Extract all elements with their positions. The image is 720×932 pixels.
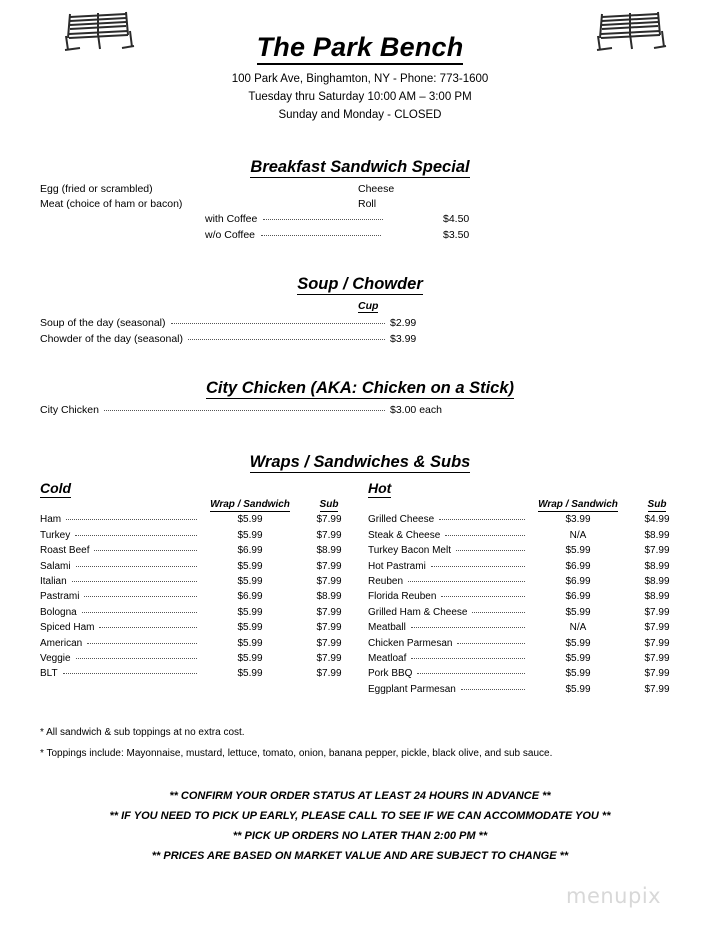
breakfast-ingredients-right xyxy=(358,182,394,212)
table-row xyxy=(368,574,688,589)
cold-column-title xyxy=(40,480,71,496)
leader-dots xyxy=(411,627,525,628)
table-row xyxy=(40,666,360,681)
sub-price: $7.99 xyxy=(316,622,342,634)
leader-dots xyxy=(441,596,525,597)
leader-dots xyxy=(411,658,525,659)
notice: ** PICK UP ORDERS NO LATER THAN 2:00 PM ** xyxy=(232,830,488,842)
sub-price: $7.99 xyxy=(316,606,342,618)
item-name: City Chicken xyxy=(40,404,99,416)
restaurant-info xyxy=(0,70,720,124)
breakfast-price-list xyxy=(205,211,495,243)
leader-dots xyxy=(445,535,525,536)
leader-dots xyxy=(263,219,383,220)
table-row xyxy=(40,636,360,651)
restaurant-title-text: The Park Bench xyxy=(257,32,464,65)
wrap-price: $6.99 xyxy=(237,545,263,557)
table-row xyxy=(40,512,360,527)
item-name: Pork BBQ xyxy=(368,668,413,680)
leader-dots xyxy=(94,550,197,551)
table-row xyxy=(368,589,688,604)
menu-row xyxy=(40,402,500,418)
wrap-price: $5.99 xyxy=(565,545,591,557)
item-price: $3.99 xyxy=(390,333,417,345)
notice: ** PRICES ARE BASED ON MARKET VALUE AND ARE SUBJECT TO CHANGE ** xyxy=(151,850,569,862)
leader-dots xyxy=(417,673,525,674)
table-row xyxy=(368,651,688,666)
section-heading-wraps xyxy=(0,453,720,472)
wrap-price: $6.99 xyxy=(237,591,263,603)
sub-price: $8.99 xyxy=(644,560,670,572)
leader-dots xyxy=(261,235,381,236)
wrap-price: $5.99 xyxy=(237,653,263,665)
sub-price: $7.99 xyxy=(316,560,342,572)
table-header-row xyxy=(368,497,688,512)
item-name: American xyxy=(40,637,83,649)
table-row xyxy=(40,589,360,604)
table-row xyxy=(40,651,360,666)
cold-column-title-text: Cold xyxy=(40,480,72,496)
footnotes xyxy=(40,722,660,764)
table-row xyxy=(368,682,688,697)
sub-price: $7.99 xyxy=(316,668,342,680)
breakfast-ingredient: Meat (choice of ham or bacon) xyxy=(40,198,183,210)
leader-dots xyxy=(472,612,525,613)
table-row xyxy=(368,528,688,543)
table-row xyxy=(40,543,360,558)
wrap-price: N/A xyxy=(569,622,587,634)
leader-dots xyxy=(84,596,197,597)
section-heading-breakfast-text: Breakfast Sandwich Special xyxy=(250,158,470,176)
sub-price: $7.99 xyxy=(316,637,342,649)
table-row xyxy=(368,559,688,574)
hot-column-title-text: Hot xyxy=(368,480,392,496)
hot-column-title xyxy=(368,480,391,496)
breakfast-ingredient: Roll xyxy=(358,198,377,210)
table-row xyxy=(368,605,688,620)
leader-dots xyxy=(431,566,525,567)
menu-row xyxy=(40,331,460,347)
item-name: Reuben xyxy=(368,576,404,588)
table-row xyxy=(40,559,360,574)
leader-dots xyxy=(457,643,525,644)
wrap-price: $5.99 xyxy=(237,637,263,649)
wrap-price: $6.99 xyxy=(565,560,591,572)
cold-price-table xyxy=(40,497,360,682)
sub-price: $8.99 xyxy=(316,591,342,603)
table-row xyxy=(40,605,360,620)
footnote: * Toppings include: Mayonnaise, mustard, lettuce, tomato, onion, banana pepper, pickle, black olive, and sub sauce. xyxy=(40,748,553,759)
leader-dots xyxy=(461,689,525,690)
sub-price: $7.99 xyxy=(316,653,342,665)
section-heading-soup xyxy=(0,275,720,294)
item-name: Spiced Ham xyxy=(40,622,95,634)
table-row xyxy=(368,636,688,651)
sub-price: $7.99 xyxy=(644,606,670,618)
sub-price: $4.99 xyxy=(644,514,670,526)
item-name: Hot Pastrami xyxy=(368,560,426,572)
leader-dots xyxy=(408,581,525,582)
hours-line: Tuesday thru Saturday 10:00 AM – 3:00 PM xyxy=(248,91,472,103)
item-name: Chicken Parmesan xyxy=(368,637,453,649)
section-heading-soup-text: Soup / Chowder xyxy=(297,275,423,293)
column-header-sub: Sub xyxy=(319,499,339,510)
item-name: with Coffee xyxy=(205,213,258,225)
wrap-price: $5.99 xyxy=(237,668,263,680)
sub-price: $7.99 xyxy=(644,622,670,634)
sub-price: $7.99 xyxy=(644,683,670,695)
table-row xyxy=(368,620,688,635)
leader-dots xyxy=(76,566,197,567)
breakfast-ingredient: Egg (fried or scrambled) xyxy=(40,183,153,195)
wrap-price: $3.99 xyxy=(565,514,591,526)
leader-dots xyxy=(188,339,385,340)
leader-dots xyxy=(75,535,197,536)
soup-column-header-text: Cup xyxy=(358,300,379,312)
section-heading-city-chicken xyxy=(0,379,720,398)
leader-dots xyxy=(99,627,197,628)
item-name: Meatloaf xyxy=(368,653,407,665)
sub-price: $8.99 xyxy=(644,529,670,541)
table-row xyxy=(368,666,688,681)
sub-price: $7.99 xyxy=(316,576,342,588)
section-heading-wraps-text: Wraps / Sandwiches & Subs xyxy=(249,453,471,471)
item-price: $3.00 each xyxy=(390,404,442,416)
wrap-price: $5.99 xyxy=(565,606,591,618)
column-header-wrap-sandwich: Wrap / Sandwich xyxy=(210,499,290,510)
wrap-price: $5.99 xyxy=(237,514,263,526)
section-heading-breakfast xyxy=(0,158,720,177)
item-name: Chowder of the day (seasonal) xyxy=(40,333,183,345)
sub-price: $7.99 xyxy=(316,529,342,541)
item-name: Italian xyxy=(40,576,67,588)
item-name: w/o Coffee xyxy=(205,229,256,241)
item-name: Turkey Bacon Melt xyxy=(368,545,451,557)
item-name: Ham xyxy=(40,514,62,526)
wrap-price: $6.99 xyxy=(565,576,591,588)
leader-dots xyxy=(104,410,385,411)
table-row xyxy=(368,543,688,558)
item-name: Steak & Cheese xyxy=(368,529,441,541)
item-name: Grilled Cheese xyxy=(368,514,435,526)
menu-row xyxy=(40,315,460,331)
item-name: Pastrami xyxy=(40,591,80,603)
item-price: $3.50 xyxy=(443,229,470,241)
soup-price-list xyxy=(40,315,460,347)
city-chicken-price-list xyxy=(40,402,500,418)
wrap-price: $5.99 xyxy=(237,622,263,634)
wrap-price: $5.99 xyxy=(237,576,263,588)
wrap-price: $5.99 xyxy=(237,560,263,572)
leader-dots xyxy=(87,643,197,644)
sub-price: $7.99 xyxy=(316,514,342,526)
leader-dots xyxy=(82,612,197,613)
notice: ** CONFIRM YOUR ORDER STATUS AT LEAST 24 HOURS IN ADVANCE ** xyxy=(169,790,551,802)
item-price: $2.99 xyxy=(390,317,417,329)
item-name: Eggplant Parmesan xyxy=(368,683,456,695)
table-row xyxy=(368,512,688,527)
wrap-price: $5.99 xyxy=(237,529,263,541)
item-name: Turkey xyxy=(40,529,71,541)
item-name: Meatball xyxy=(368,622,406,634)
table-row xyxy=(40,620,360,635)
wrap-price: $5.99 xyxy=(565,668,591,680)
wrap-price: $5.99 xyxy=(565,683,591,695)
breakfast-ingredients-left xyxy=(40,182,182,212)
table-row xyxy=(40,574,360,589)
menupix-watermark: menupix xyxy=(566,884,662,908)
item-name: Bologna xyxy=(40,606,77,618)
item-name: BLT xyxy=(40,668,58,680)
leader-dots xyxy=(171,323,386,324)
sub-price: $7.99 xyxy=(644,668,670,680)
item-name: Florida Reuben xyxy=(368,591,437,603)
address-line: 100 Park Ave, Binghamton, NY - Phone: 773-1600 xyxy=(231,73,489,85)
notice: ** IF YOU NEED TO PICK UP EARLY, PLEASE CALL TO SEE IF WE CAN ACCOMMODATE YOU ** xyxy=(109,810,611,822)
table-header-row xyxy=(40,497,360,512)
column-header-wrap-sandwich: Wrap / Sandwich xyxy=(538,499,618,510)
section-heading-city-chicken-text: City Chicken (AKA: Chicken on a Stick) xyxy=(205,379,515,397)
hot-price-table xyxy=(368,497,688,697)
leader-dots xyxy=(439,519,525,520)
item-name: Salami xyxy=(40,560,71,572)
wrap-price: $6.99 xyxy=(565,591,591,603)
menu-row xyxy=(205,227,495,243)
sub-price: $7.99 xyxy=(644,653,670,665)
leader-dots xyxy=(456,550,525,551)
item-name: Grilled Ham & Cheese xyxy=(368,606,468,618)
wrap-price: $5.99 xyxy=(565,637,591,649)
restaurant-title xyxy=(0,32,720,63)
order-notices xyxy=(0,786,720,866)
item-name: Roast Beef xyxy=(40,545,90,557)
wrap-price: N/A xyxy=(569,529,587,541)
leader-dots xyxy=(66,519,197,520)
wrap-price: $5.99 xyxy=(565,653,591,665)
footnote: * All sandwich & sub toppings at no extra cost. xyxy=(40,727,245,738)
sub-price: $8.99 xyxy=(644,576,670,588)
item-name: Veggie xyxy=(40,653,71,665)
item-name: Soup of the day (seasonal) xyxy=(40,317,166,329)
closed-line: Sunday and Monday - CLOSED xyxy=(278,109,442,121)
soup-column-header xyxy=(358,300,378,312)
sub-price: $8.99 xyxy=(316,545,342,557)
sub-price: $7.99 xyxy=(644,545,670,557)
item-price: $4.50 xyxy=(443,213,470,225)
column-header-sub: Sub xyxy=(647,499,667,510)
sub-price: $8.99 xyxy=(644,591,670,603)
leader-dots xyxy=(63,673,197,674)
leader-dots xyxy=(76,658,197,659)
leader-dots xyxy=(72,581,197,582)
sub-price: $7.99 xyxy=(644,637,670,649)
menu-row xyxy=(205,211,495,227)
table-row xyxy=(40,528,360,543)
wrap-price: $5.99 xyxy=(237,606,263,618)
breakfast-ingredient: Cheese xyxy=(358,183,395,195)
